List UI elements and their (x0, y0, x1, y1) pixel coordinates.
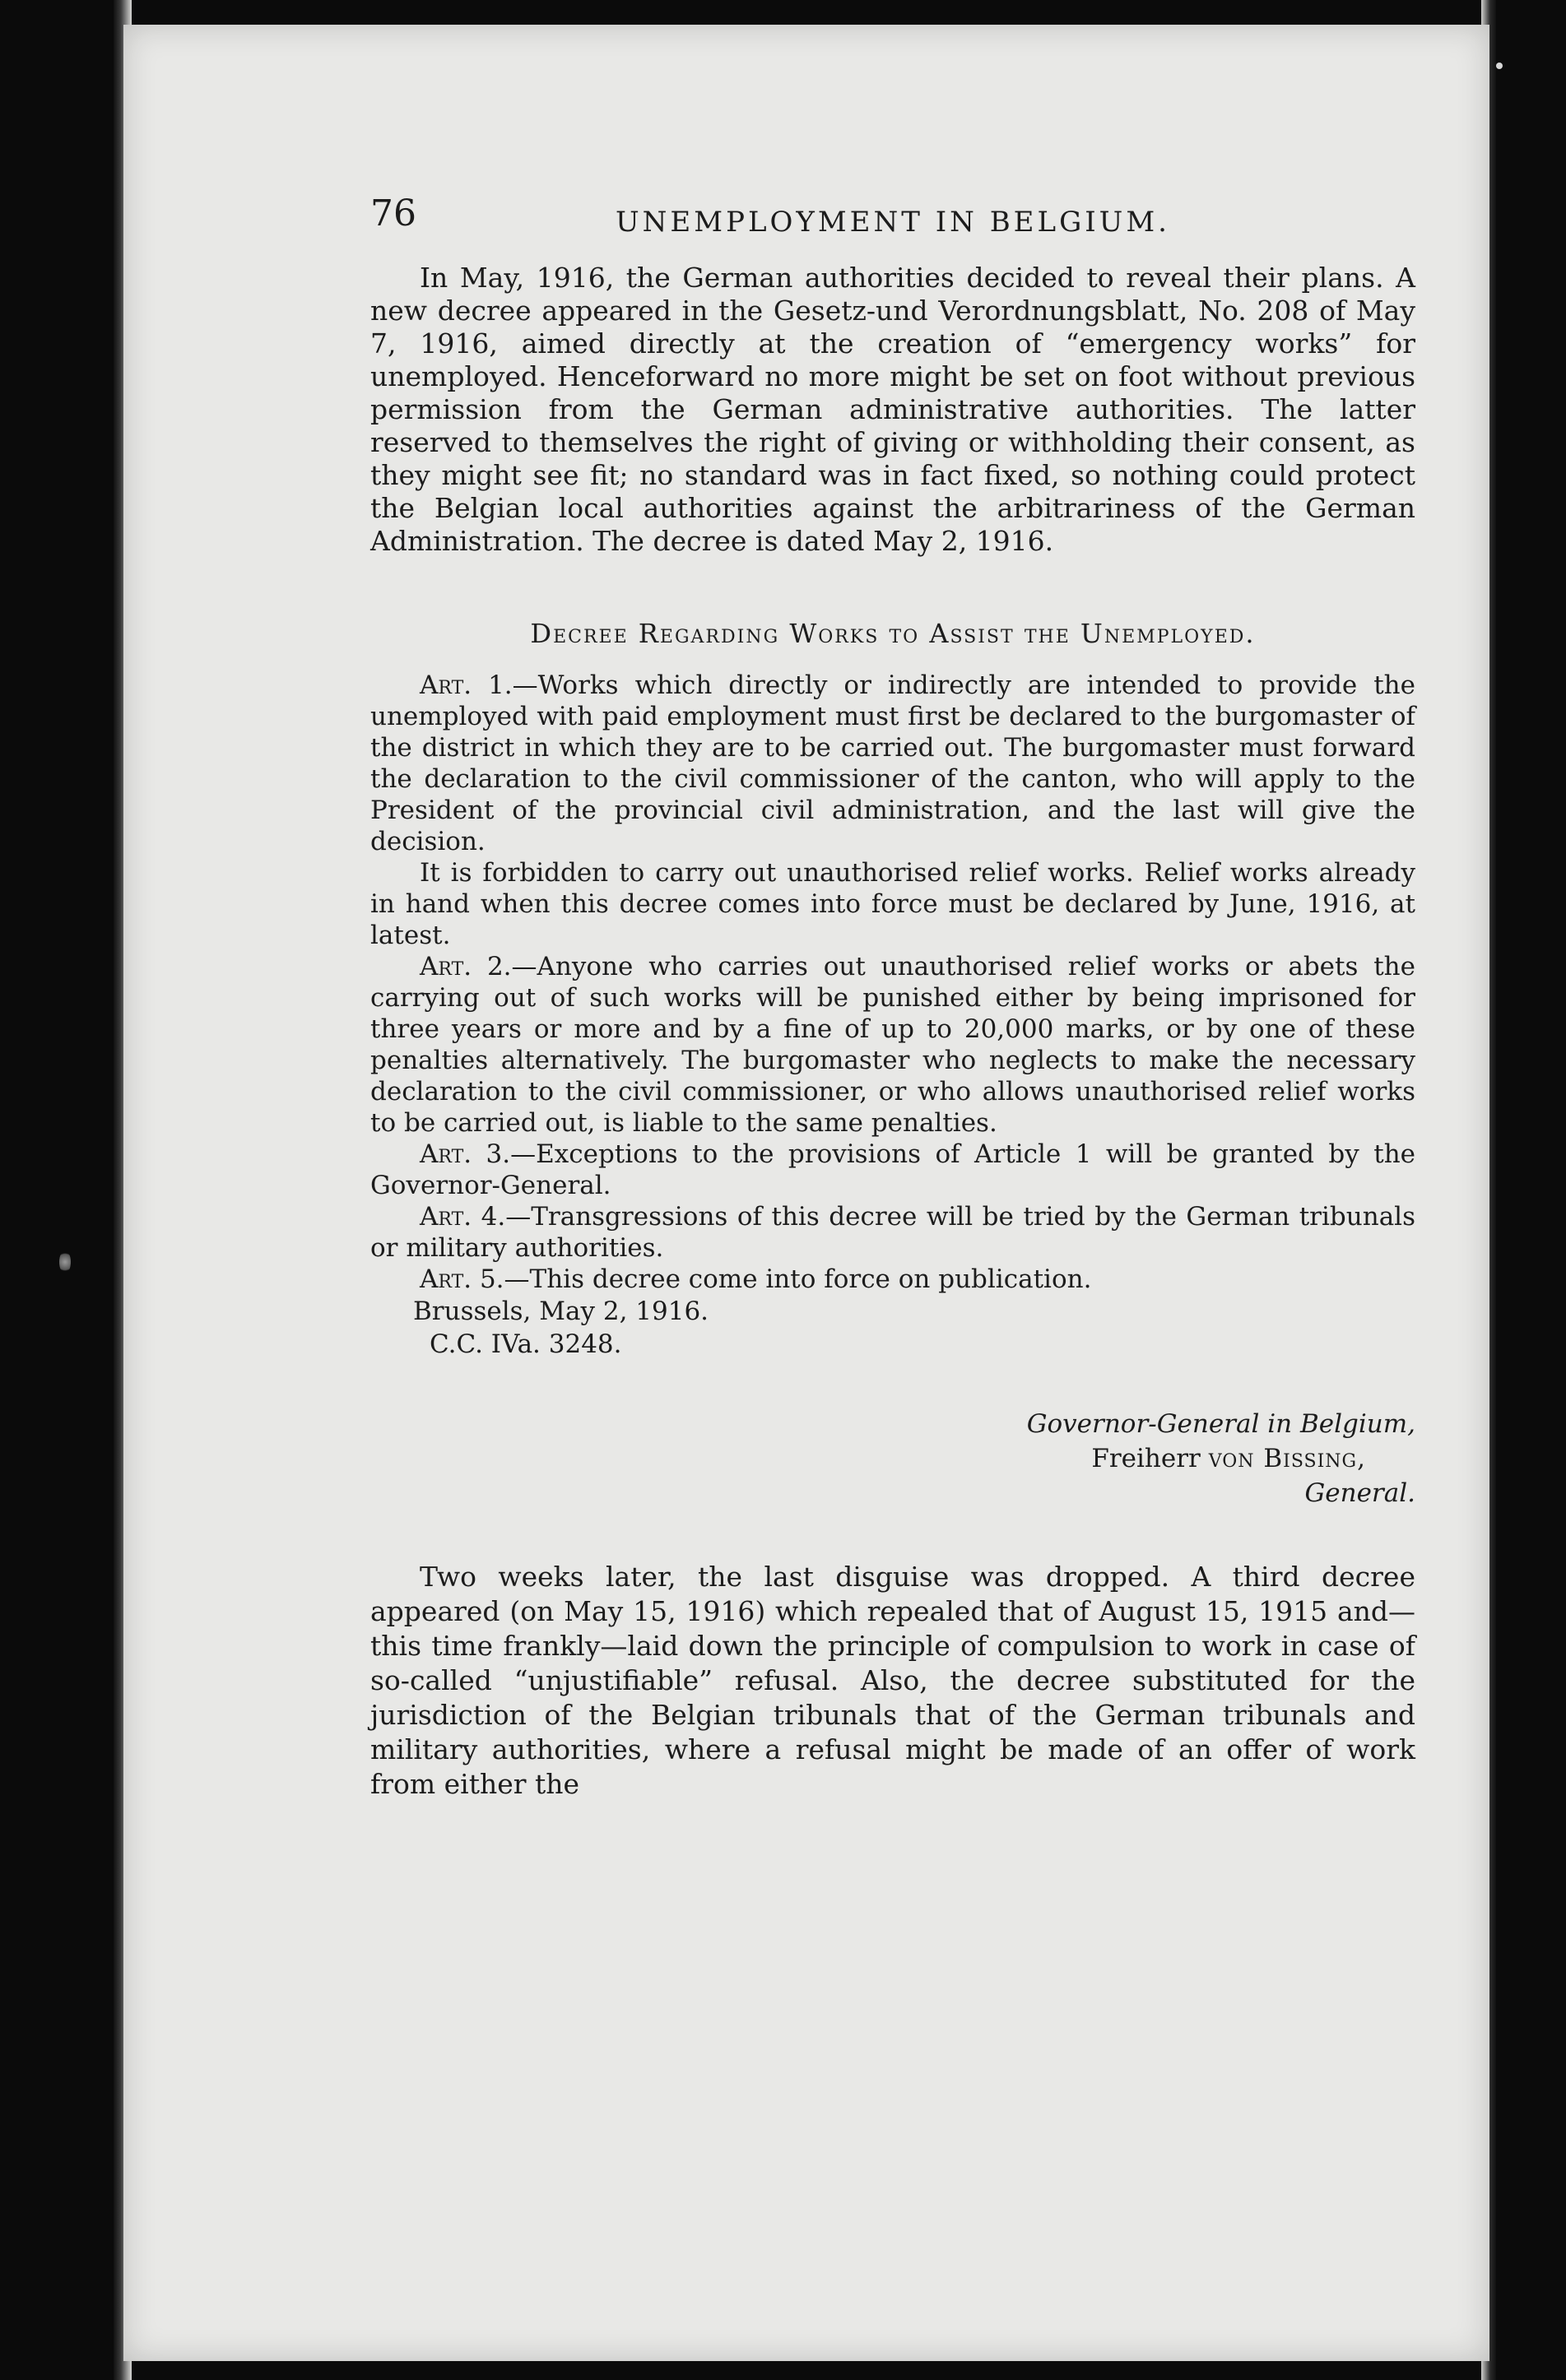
article-text: —Transgressions of this decree will be tried by the German tribunals or military authorities. (370, 1202, 1415, 1263)
place-date: Brussels, May 2, 1916. (413, 1297, 709, 1326)
signature-name: von Bissing, (1208, 1444, 1366, 1473)
article-5 (370, 1264, 1415, 1295)
article-label: Art. 3. (420, 1139, 511, 1169)
article-text: —Exceptions to the provisions of Article 1 will be granted by the Governor-General. (370, 1139, 1415, 1200)
signature-block (370, 1407, 1415, 1510)
article-2 (370, 951, 1415, 1139)
page-text (370, 193, 1415, 1802)
binding-mark (59, 1250, 71, 1274)
article-text: —This decree come into force on publication. (504, 1264, 1092, 1294)
article-label: Art. 5. (420, 1264, 504, 1294)
decree-reference: C.C. IVa. 3248. (430, 1329, 622, 1359)
article-1-continuation (370, 857, 1415, 951)
signature-rank: General. (1304, 1478, 1415, 1508)
decree-heading: Decree Regarding Works to Assist the Unemployed. (530, 618, 1256, 649)
article-1 (370, 670, 1415, 857)
intro-paragraph: In May, 1916, the German authorities decided to reveal their plans. A new decree appeared in the Gesetz-und Verordnungsblatt, No. 208 of May 7, 1916, aimed directly at the creation of “emergency works” for unemployed. Henceforward no more might be set on foot without previous permission from the German administrative authorities. The latter reserved to themselves the right of giving or withholding their consent, as they might see fit; no standard was in fact fixed, so nothing could protect the Belgian local authorities against the arbitrariness of the German Administration. The decree is dated May 2, 1916. (370, 262, 1415, 557)
running-head (370, 193, 1415, 247)
signature-title: Governor-General in Belgium, (1026, 1409, 1415, 1439)
article-text: —Anyone who carries out unauthorised relief works or abets the carrying out of such works will be punished either by being imprisoned for three years or more and by a fine of up to 20,000 marks, or by one of these penalties alternatively. The burgomaster who neglects to make the necessary declaration to the civil commissioner, or who allows unauthorised relief works to be carried out, is liable to the same penalties. (370, 952, 1415, 1138)
article-3 (370, 1139, 1415, 1201)
article-text: —Works which directly or indirectly are intended to provide the unemployed with paid employment must first be declared to the burgomaster of the district in which they are to be carried out. The burgomaster must forward the declaration to the civil commissioner of the canton, who will apply to the President of the provincial civil administration, and the last will give the decision. (370, 670, 1415, 856)
closing-paragraph: Two weeks later, the last disguise was dropped. A third decree appeared (on May 15, 1916) which repealed that of August 15, 1915 and—this time frankly—laid down the principle of compulsion to work in case of so-called “unjustifiable” refusal. Also, the decree substituted for the jurisdiction of the Belgian tribunals that of the German tribunals and military authorities, where a refusal might be made of an offer of work from either the (370, 1561, 1415, 1800)
signature-name-line (370, 1441, 1415, 1476)
article-label: Art. 1. (420, 670, 513, 700)
article-label: Art. 4. (420, 1202, 506, 1232)
page-number: 76 (370, 193, 416, 234)
article-text: It is forbidden to carry out unauthorised relief works. Relief works already in hand when this decree comes into force must be declared by June, 1916, at latest. (370, 858, 1415, 950)
scan-dust-dot (1496, 63, 1503, 69)
article-label: Art. 2. (420, 952, 512, 981)
signature-name-prefix: Freiherr (1091, 1444, 1201, 1473)
article-4 (370, 1201, 1415, 1264)
running-title: UNEMPLOYMENT IN BELGIUM. (616, 206, 1170, 239)
